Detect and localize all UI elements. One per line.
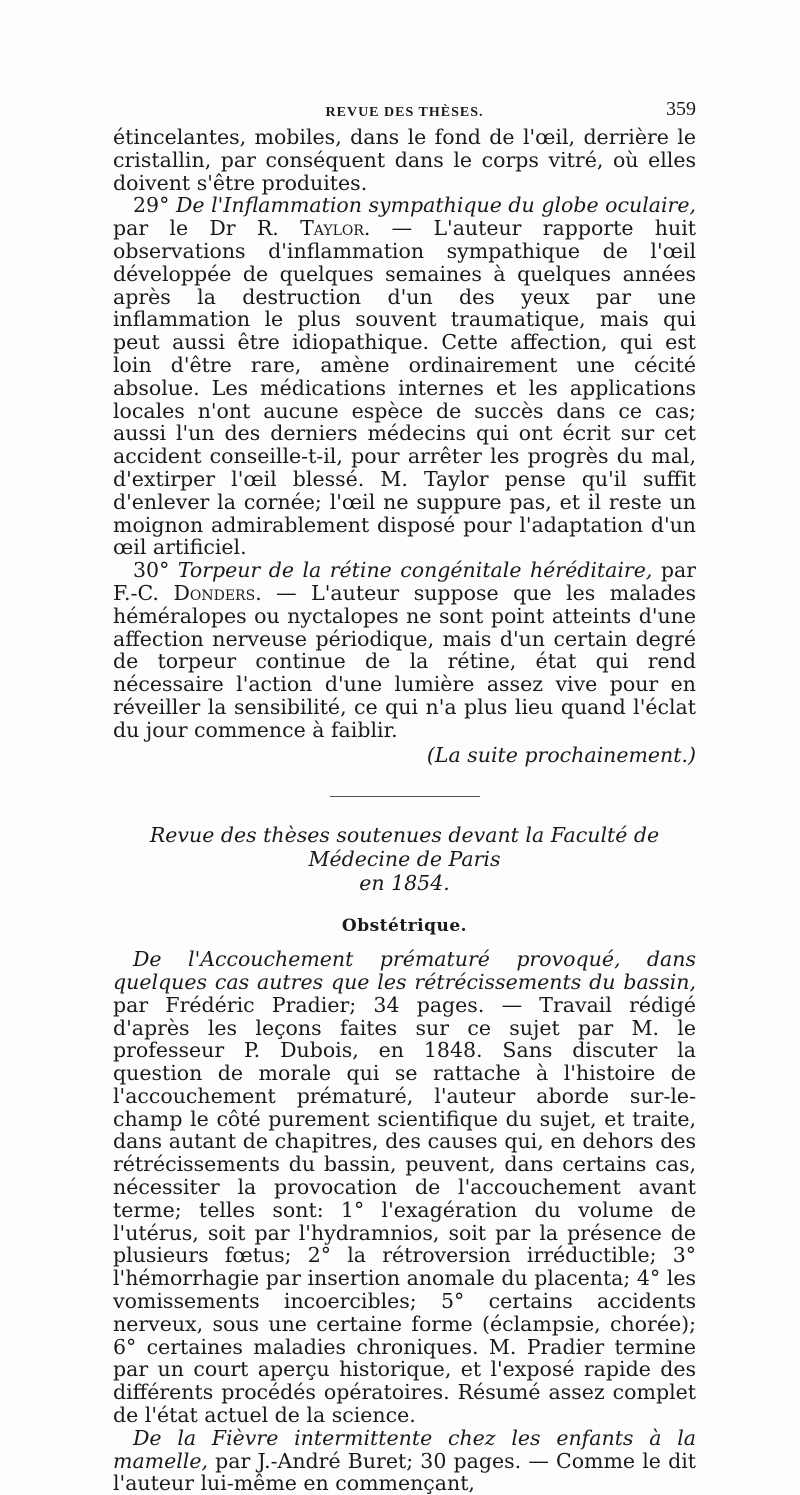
entry-author: Taylor <box>300 216 364 241</box>
entry-title: De l'Accouchement prématuré provoqué, dans quelques cas autres que les rétrécissements du bassin, <box>113 947 696 994</box>
section-divider <box>330 796 480 797</box>
entry-number: 29° <box>133 193 170 218</box>
entry-title: De l'Inflammation sympathique du globe oculaire, <box>175 193 696 218</box>
entry-text: par Frédéric Pradier; 34 pages. — Travail rédigé d'après les leçons faites sur ce sujet par M. le professeur P. Dubois, en 1848. Sans discuter la question de morale qui se rattache à l'histoire de l'accouchement prématuré, l'auteur aborde sur-le-champ le côté purement scientifique du sujet, et traite, dans autant de chapitres, des causes qui, en dehors des rétrécissements du bassin, peuvent, dans certains cas, nécessiter la provocation de l'accouchement avant terme; telles sont: 1° l'exagération du volume de l'utérus, soit par l'hydramnios, soit par la présence de plusieurs fœtus; 2° la rétroversion irréductible; 3° l'hémorrhagie par insertion anomale du placenta; 4° les vomissements incoercibles; 5° certains accidents nerveux, sous une certaine forme (éclampsie, chorée); 6° certaines maladies chroniques. M. Pradier termine par un court aperçu historique, et l'exposé rapide des différents procédés opératoires. Résumé assez complet de l'état actuel de la science. <box>113 992 696 1428</box>
section-title-line1: Revue des thèses soutenues devant la Faculté de Médecine de Paris <box>149 823 660 872</box>
page <box>113 96 696 1495</box>
entry-30 <box>113 559 696 741</box>
entry-title: De la Fièvre intermittente chez les enfants à la mamelle, <box>113 1425 696 1473</box>
paragraph-continued: étincelantes, mobiles, dans le fond de l'œil, derrière le cristallin, par conséquent dans le corps vitré, où elles doivent s'être produites. <box>113 125 696 195</box>
section-title <box>113 823 696 895</box>
entry-author: Donders <box>173 580 256 605</box>
entry-number: 30° <box>133 558 170 583</box>
section-subhead: Obstétrique. <box>341 916 468 937</box>
entry-title: Torpeur de la rétine congénitale héréditaire, <box>177 558 653 583</box>
continuation-note: (La suite prochainement.) <box>426 742 696 767</box>
entry-text: . — L'auteur rapporte huit observations d'inflammation sympathique de l'œil développée de quelques semaines à quelques années après la destruction d'un des yeux par une inflammation le plus souvent traumatique, mais qui peut aussi être idiopathique. Cette affection, qui est loin d'être rare, amène ordinairement une cécité absolue. Les médications internes et les applications locales n'ont aucune espèce de succès dans ce cas; aussi l'un des derniers médecins qui ont écrit sur cet accident conseille-t-il, pour arrêter les progrès du mal, d'extirper l'œil blessé. M. Taylor pense qu'il suffit d'enlever la cornée; l'œil ne suppure pas, et il reste un moignon admirablement disposé pour l'adaptation d'un œil artificiel. <box>113 216 696 560</box>
entry-pradier <box>113 948 696 1427</box>
section-title-line2: en 1854. <box>359 871 450 896</box>
entry-buret <box>113 1427 696 1495</box>
page-number: 359 <box>666 98 696 120</box>
entry-29 <box>113 194 696 559</box>
page-header <box>113 96 696 122</box>
entry-by: par F.-C. <box>113 558 696 605</box>
entry-text: par J.-André Buret; 30 pages. — Comme le dit l'auteur lui-même en commençant, <box>113 1448 696 1495</box>
running-title: REVUE DES THÈSES. <box>325 105 484 120</box>
entry-text: . — L'auteur suppose que les malades héméralopes ou nyctalopes ne sont point atteints d'une affection nerveuse périodique, mais d'un certain degré de torpeur continue de la rétine, état qui rend nécessaire l'action d'une lumière assez vive pour en réveiller la sensibilité, ce qui n'a plus lieu quand l'éclat du jour commence à faiblir. <box>113 580 696 742</box>
entry-by: par le Dr R. <box>113 216 279 241</box>
